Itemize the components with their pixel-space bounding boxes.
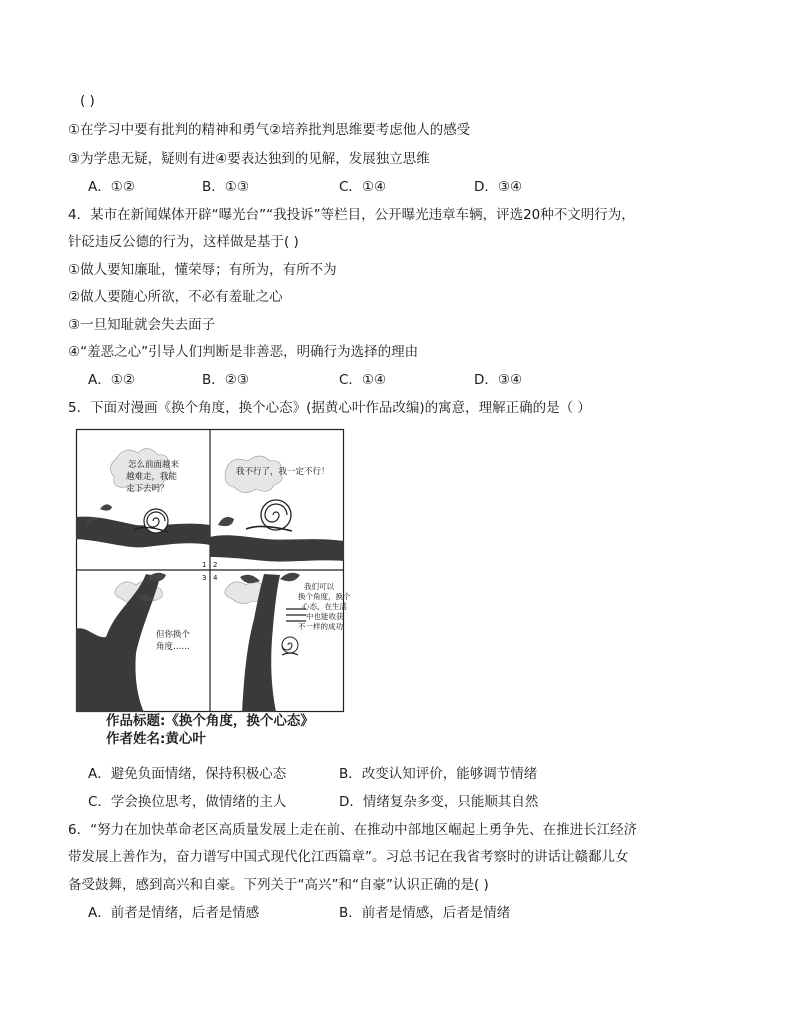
q5-option-a: A．避免负面情绪，保持积极心态 <box>88 766 287 782</box>
q3-option-b: B．①③ <box>202 179 249 195</box>
q6-option-a: A．前者是情绪，后者是情感 <box>88 905 260 921</box>
q3-option-c: C．①④ <box>339 179 387 195</box>
q3-statement-line-2: ③为学患无疑，疑则有进④要表达独到的见解，发展独立思维 <box>68 151 430 167</box>
comic-panel-1-speech-line-1: 怎么前面越来 <box>128 460 180 470</box>
q4-item-3: ③一旦知耻就会失去面子 <box>68 317 216 333</box>
comic-panel-1-speech-line-3: 走下去吗？ <box>126 484 169 494</box>
q3-statement-line-1: ①在学习中要有批判的精神和勇气②培养批判思维要考虑他人的感受 <box>68 122 471 138</box>
comic-illustration <box>76 429 351 712</box>
comic-title-caption: 作品标题:《换个角度，换个心态》 <box>106 713 314 729</box>
q3-option-d: D．③④ <box>474 179 523 195</box>
comic-author-caption: 作者姓名:黄心叶 <box>106 731 206 747</box>
q6-stem-line-3: 备受鼓舞，感到高兴和自豪。下列关于“高兴”和“自豪”认识正确的是( ) <box>68 877 489 893</box>
q4-item-2: ②做人要随心所欲，不必有羞耻之心 <box>68 289 283 305</box>
comic-panel-3-speech-line-1: 但你换个 <box>156 630 191 640</box>
q4-item-4: ④“羞恶之心”引导人们判断是非善恶，明确行为选择的理由 <box>68 344 419 360</box>
comic-panel-4-speech-line-1: 我们可以 <box>304 582 334 591</box>
comic-panel-4-speech-line-2: 换个角度，换个 <box>298 592 351 601</box>
comic-panel-2-speech: 我不行了，我一定不行！ <box>236 467 330 477</box>
comic-panel-4-speech-line-4: 中也能收获 <box>306 612 344 621</box>
comic-panel-1-speech-line-2: 越难走，我能 <box>126 472 178 482</box>
q4-option-d: D．③④ <box>474 372 523 388</box>
q4-item-1: ①做人要知廉耻，懂荣辱；有所为，有所不为 <box>68 262 337 278</box>
q5-option-c: C．学会换位思考，做情绪的主人 <box>88 794 287 810</box>
q6-stem-line-1: 6．“努力在加快革命老区高质量发展上走在前、在推动中部地区崛起上勇争先、在推进长江经济 <box>68 822 638 838</box>
comic-panel-4-speech-line-5: 不一样的成功 <box>298 622 343 631</box>
q4-stem-line-2: 针砭违反公德的行为，这样做是基于( ) <box>68 234 299 250</box>
q5-option-d: D．情绪复杂多变，只能顺其自然 <box>339 794 539 810</box>
q3-bracket: ( ) <box>80 93 95 109</box>
comic-panel-number-1: 1 <box>202 561 207 569</box>
comic-panel-number-4: 4 <box>213 574 218 582</box>
q4-option-a: A．①② <box>88 372 135 388</box>
q6-stem-line-2: 带发展上善作为，奋力谱写中国式现代化江西篇章”。习总书记在我省考察时的讲话让赣鄱儿女 <box>68 849 629 865</box>
comic-panel-4-speech-line-3: 心态，在生活 <box>302 602 347 611</box>
comic-panel-number-3: 3 <box>202 574 207 582</box>
q4-option-c: C．①④ <box>339 372 387 388</box>
q6-option-b: B．前者是情感，后者是情绪 <box>339 905 511 921</box>
q4-option-b: B．②③ <box>202 372 249 388</box>
comic-panel-number-2: 2 <box>213 561 218 569</box>
q4-stem-line-1: 4．某市在新闻媒体开辟“曝光台”“我投诉”等栏目，公开曝光违章车辆，评选20种不文明行为， <box>68 207 635 223</box>
comic-panel-3-speech-line-2: 角度…… <box>156 642 191 652</box>
q5-option-b: B．改变认知评价，能够调节情绪 <box>339 766 538 782</box>
q3-option-a: A．①② <box>88 179 135 195</box>
q5-stem: 5．下面对漫画《换个角度，换个心态》(据黄心叶作品改编)的寓意，理解正确的是（ ） <box>68 400 591 416</box>
